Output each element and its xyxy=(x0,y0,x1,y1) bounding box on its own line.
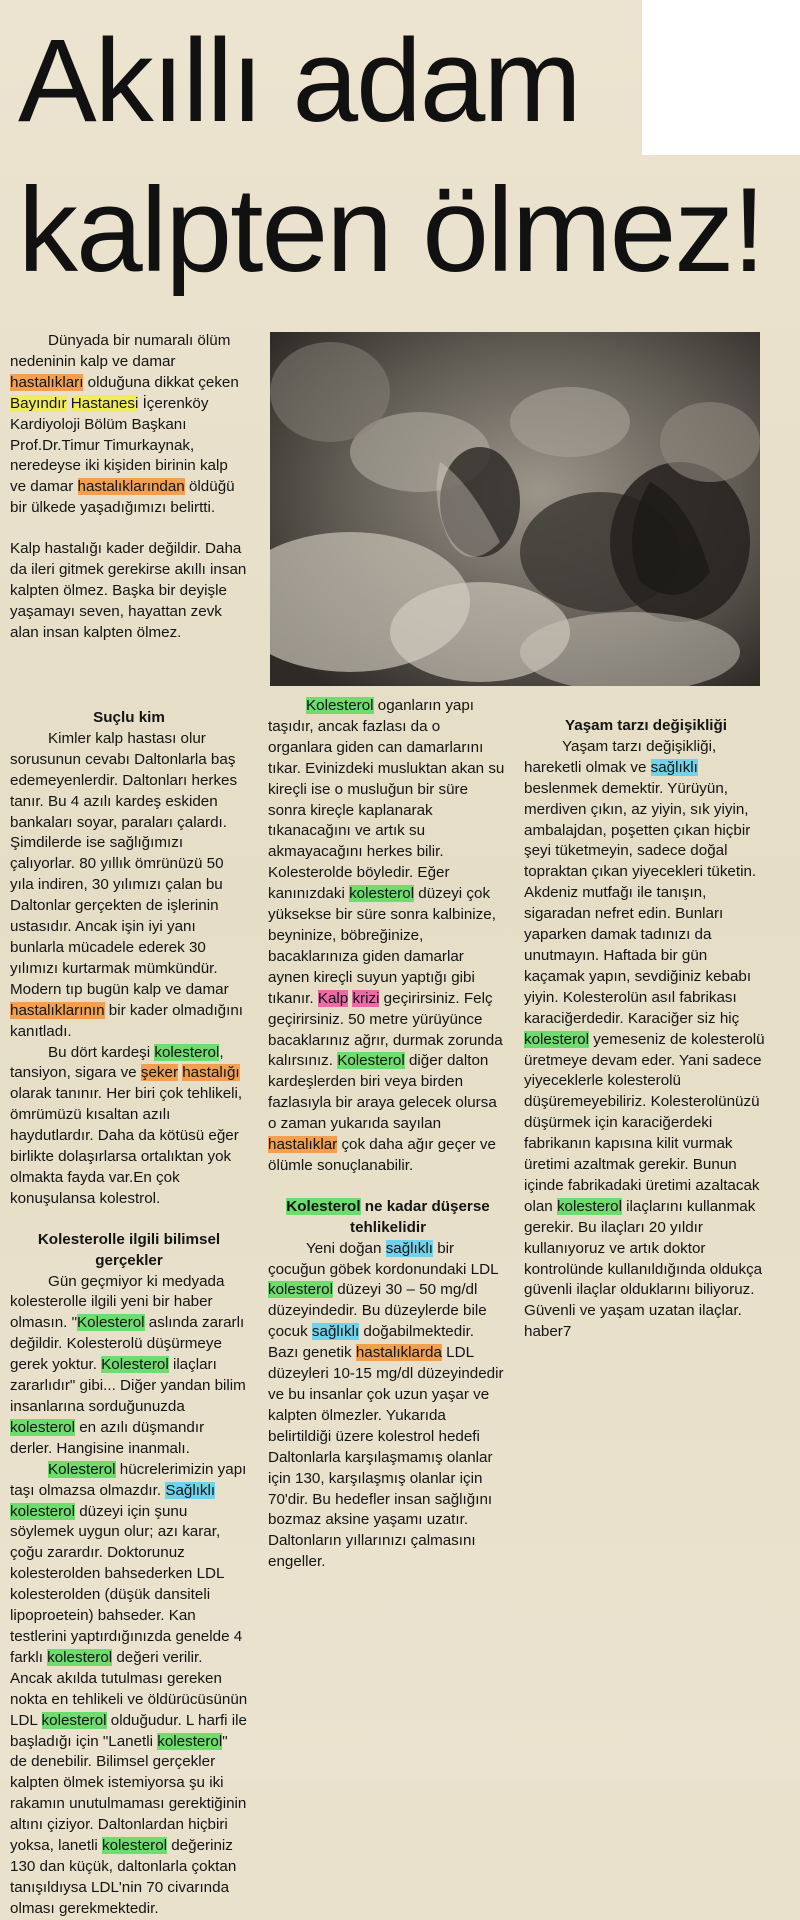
text-run: düzeyi çok yüksekse bir süre sonra kalbinize, beyninize, böbreğinize, bacaklarınıza giden damarlar aynen kireçli suyun yaptığı gibi tıkanır. xyxy=(268,885,496,1007)
highlighted-term: kolesterol xyxy=(349,885,415,903)
text-run: olduğuna dikkat çeken xyxy=(83,373,239,391)
source-label: haber7 xyxy=(524,1323,572,1341)
text-run: Dünyada bir numaralı ölüm nedeninin kalp ve damar xyxy=(10,332,231,370)
column-3 xyxy=(524,696,768,1343)
highlighted-term: kolesterol xyxy=(268,1281,333,1299)
highlighted-term: Kolesterol xyxy=(306,697,374,714)
bilimsel-paragraph-3 xyxy=(268,696,508,1177)
highlighted-term: şeker xyxy=(140,1064,178,1082)
heading-suclu-kim: Suçlu kim xyxy=(93,709,165,726)
text-run: değeriniz 130 dan küçük, daltonlarla çoktan tanışıldıysa LDL'nin 70 civarında olması gerekmektedir. xyxy=(10,1837,237,1917)
highlighted-term: Sağlıklı xyxy=(165,1481,216,1499)
highlighted-term: Kolesterol xyxy=(337,1052,405,1070)
highlighted-term: kolesterol xyxy=(102,1837,168,1855)
food-photo-graphic xyxy=(270,332,760,686)
blank-corner xyxy=(642,0,800,155)
text-run: olarak tanınır. Her biri çok tehlikeli, ömrümüzü kısaltan azılı haydutlardır. Daha da kötüsü eğer birlikte dolaşırlarsa ortalıktan yok olmakta fayda var.En çok konuşulansa kolestrol. xyxy=(10,1085,243,1207)
ne-kadar-paragraph xyxy=(268,1239,508,1574)
text-run: olduğudur. L harfi ile başladığı için "Lanetli xyxy=(10,1711,247,1750)
highlighted-term: kolesterol xyxy=(10,1418,75,1436)
highlighted-term: hastalığı xyxy=(182,1064,240,1082)
column-1-body xyxy=(10,708,248,1920)
highlighted-term: kolesterol xyxy=(10,1502,75,1520)
highlighted-term: Bayındır xyxy=(10,394,67,412)
bilimsel-paragraph-2 xyxy=(10,1460,248,1920)
text-run: Bu dört kardeşi xyxy=(48,1043,155,1061)
intro-paragraph-2: Kalp hastalığı kader değildir. Daha da ileri gitmek gerekirse akıllı insan kalpten ölmez. Başka bir deyişle yaşamayı seven, hayattan zevk alan insan kalpten ölmez. xyxy=(10,540,247,641)
highlighted-term: kolesterol xyxy=(47,1648,113,1666)
intro-paragraph-1 xyxy=(10,331,248,519)
text-run: doğabilmektedir. Bazı genetik xyxy=(268,1323,475,1362)
highlighted-term: hastalıklarından xyxy=(77,478,185,496)
text-run: değeri verilir. Ancak akılda tutulması gereken nokta en tehlikeli ve öldürücüsünün LDL xyxy=(10,1648,248,1729)
column-2 xyxy=(268,696,508,1573)
text-run: İçerenköy Kardiyoloji Bölüm Başkanı Prof.Dr.Timur Timurkaynak, neredeyse iki kişiden birinin kalp ve damar xyxy=(10,394,228,496)
highlighted-term: sağlıklı xyxy=(650,758,698,776)
suclu-kim-text-end: bir kader olmadığını kanıtladı. xyxy=(10,1001,244,1040)
highlighted-term: Hastanesi xyxy=(70,394,139,412)
heading-yasam-tarzi: Yaşam tarzı değişikliği xyxy=(564,717,728,734)
text-run: LDL düzeyleri 10-15 mg/dl düzeyindedir ve bu insanlar çok uzun yaşar ve kalpten ölmezler. Yukarıda belirtildiği üzere kolestrol hedefi Daltonlarla karşılaşmamış olanlar için 130, karşılaşmış olanlar için 70'dir. Bu hedefler insan sağlığını bozmaz aksine yaşamı uzatır. Daltonların yıllarınızı çalmasını engeller. xyxy=(268,1344,504,1571)
text-run: Yaşam tarzı değişikliği, hareketli olmak ve xyxy=(524,737,717,776)
heading-ne-kadar-duserse xyxy=(268,1197,508,1239)
text-run: Yeni doğan xyxy=(306,1239,386,1257)
suclu-kim-paragraph-2 xyxy=(10,1043,248,1210)
text-run: bir çocuğun göbek kordonundaki LDL xyxy=(268,1239,498,1278)
highlighted-term: hastalıklar xyxy=(268,1136,338,1154)
text-run: oganların yapı taşıdır, ancak fazlası da o organlara giden can damarlarını tıkar. Evinizdeki musluktan akan su kireçli ise o musluğun bir süre sonra kireçle kaplanarak tıkanacağını ve artık su akmayacağını herkes bilir. Kolesterolde böyledir. Eğer kanınızdaki xyxy=(268,697,505,903)
highlighted-term: hastalıklarda xyxy=(355,1344,442,1362)
yasam-paragraph xyxy=(524,737,768,1322)
highlighted-term: sağlıklı xyxy=(385,1239,433,1257)
highlighted-term: kolesterol xyxy=(157,1732,223,1750)
headline-line-2: kalpten ölmez! xyxy=(18,163,764,297)
highlighted-term: Kalp xyxy=(317,989,349,1007)
highlighted-term: kolesterol xyxy=(154,1043,220,1061)
text-run: ilaçları zararlıdır" gibi... Diğer yandan bilim insanlarına sorduğunuzda xyxy=(10,1356,246,1415)
bilimsel-paragraph-1 xyxy=(10,1272,248,1460)
text-run: yemeseniz de kolesterolü üretmeye devam eder. Yani sadece yiyeceklerle kolesterolü düşüremeyebiliriz. Kolesterolünüzü düşürmek için karaciğerdeki fabrikanın kapısına kilit vurmak üretimi azaltmak gerekir. Bunun içinde fabrikadaki üretimi azaltacak olan xyxy=(524,1030,765,1215)
text-run: ilaçlarını kullanmak gerekir. Bu ilaçları 20 yıldır kullanıyoruz ve artık doktor kontrolünde kullanıldığında oldukça güvenli ilaçlar olduklarını biliyoruz. Güvenli ve yaşam uzatan ilaçlar. xyxy=(524,1197,763,1320)
highlighted-term: Kolesterol xyxy=(48,1460,116,1478)
heading-rest: ne kadar düşerse tehlikelidir xyxy=(350,1197,490,1236)
text-run: , tansiyon, sigara ve xyxy=(10,1043,224,1082)
highlighted-term: krizi xyxy=(352,989,380,1007)
text-run: hücrelerimizin yapı taşı olmazsa olmazdır. xyxy=(10,1460,247,1499)
text-run: en azılı düşmandır derler. Hangisine inanmalı. xyxy=(10,1418,205,1457)
highlighted-term: kolesterol xyxy=(41,1711,107,1729)
highlighted-term: kolesterol xyxy=(524,1030,589,1048)
text-run: öldüğü bir ülkede yaşadığımızı belirtti. xyxy=(10,478,235,517)
highlight-hastaliklarinin: hastalıklarının xyxy=(10,1001,105,1019)
heading-bilimsel-gercekler: Kolesterolle ilgili bilimsel gerçekler xyxy=(37,1230,221,1269)
highlighted-term: kolesterol xyxy=(556,1197,622,1215)
suclu-kim-paragraph-1 xyxy=(10,729,248,1043)
text-run: Gün geçmiyor ki medyada kolesterolle ilgili yeni bir haber olmasın. " xyxy=(10,1272,225,1332)
headline-line-1: Akıllı adam xyxy=(18,15,580,147)
highlighted-term: Kolesterol xyxy=(101,1356,169,1374)
text-run: geçirirsiniz. Felç geçirirsiniz. 50 metre yürüyünce bacaklarınız ağrır, durmak zorunda kalırsınız. xyxy=(268,989,503,1070)
food-photo-icon xyxy=(270,332,760,686)
text-run: " de denebilir. Bilimsel gerçekler kalpten ölmek istemiyorsa şu iki rakamın unutulmaması gerektiğinin altını çiziyor. Daltonlardan hiçbiri yoksa, lanetli xyxy=(10,1732,247,1855)
text-run: diğer dalton kardeşlerden biri veya birden fazlasıyla bir araya gelecek olursa o zaman yukarıda sayılan xyxy=(268,1052,497,1133)
highlighted-term: sağlıklı xyxy=(311,1323,360,1341)
column-1-intro xyxy=(10,331,248,644)
text-run: düzeyi için şunu söylemek uygun olur; azı karar, çoğu zarardır. Doktorunuz kolesterolden bahsederken LDL kolesterolden (düşük dansiteli lipoproetein) bahseder. Kan testlerini yaptırdığınızda genelde 4 farklı xyxy=(10,1502,243,1666)
highlighted-term: Kolesterol xyxy=(77,1314,145,1332)
text-run: düzeyi 30 – 50 mg/dl düzeyindedir. Bu düzeylerde bile çocuk xyxy=(268,1281,487,1341)
highlighted-term: hastalıkları xyxy=(10,373,84,391)
text-run: çok daha ağır geçer ve ölümle sonuçlanabilir. xyxy=(268,1136,496,1174)
suclu-kim-text: Kimler kalp hastası olur sorusunun cevabı Daltonlarla baş edemeyenlerdir. Daltonları herkes tanır. Bu 4 azılı kardeş eskiden bankaları soyar, paraları çalardı. Şimdilerde ise sağlığımızı çalıyorlar. 80 yıllık ömrünüzü 50 yıla indiren, 30 yılımızı çalan bu Daltonlar gerçekten de işlerinin ustasıdır. Ancak işin iyi yanı bunlarla mücadele ederek 30 yılımızı kurtarmak mümkündür. Modern tıp bugün kalp ve damar xyxy=(10,729,238,998)
text-run: aslında zararlı değildir. Kolesterolü düşürmeye gerek yoktur. xyxy=(10,1314,245,1374)
heading-highlight-kolesterol: Kolesterol xyxy=(286,1197,361,1215)
text-run: beslenmek demektir. Yürüyün, merdiven çıkın, az yiyin, sık yiyin, ambalajdan, poşetten çıkan hiçbir şeyi tüketmeyin, sadece doğal topraktan çıkan yiyecekleri tüketin. Akdeniz mutfağı ile tanışın, sigaradan nefret edin. Bunları yaparken damak tadınızı da unutmayın. Haftada bir gün kaçamak yapın, sevdiğiniz kebabı yiyin. Kolesterolün asıl fabrikası karaciğerdedir. Karaciğer siz hiç xyxy=(524,779,757,1027)
